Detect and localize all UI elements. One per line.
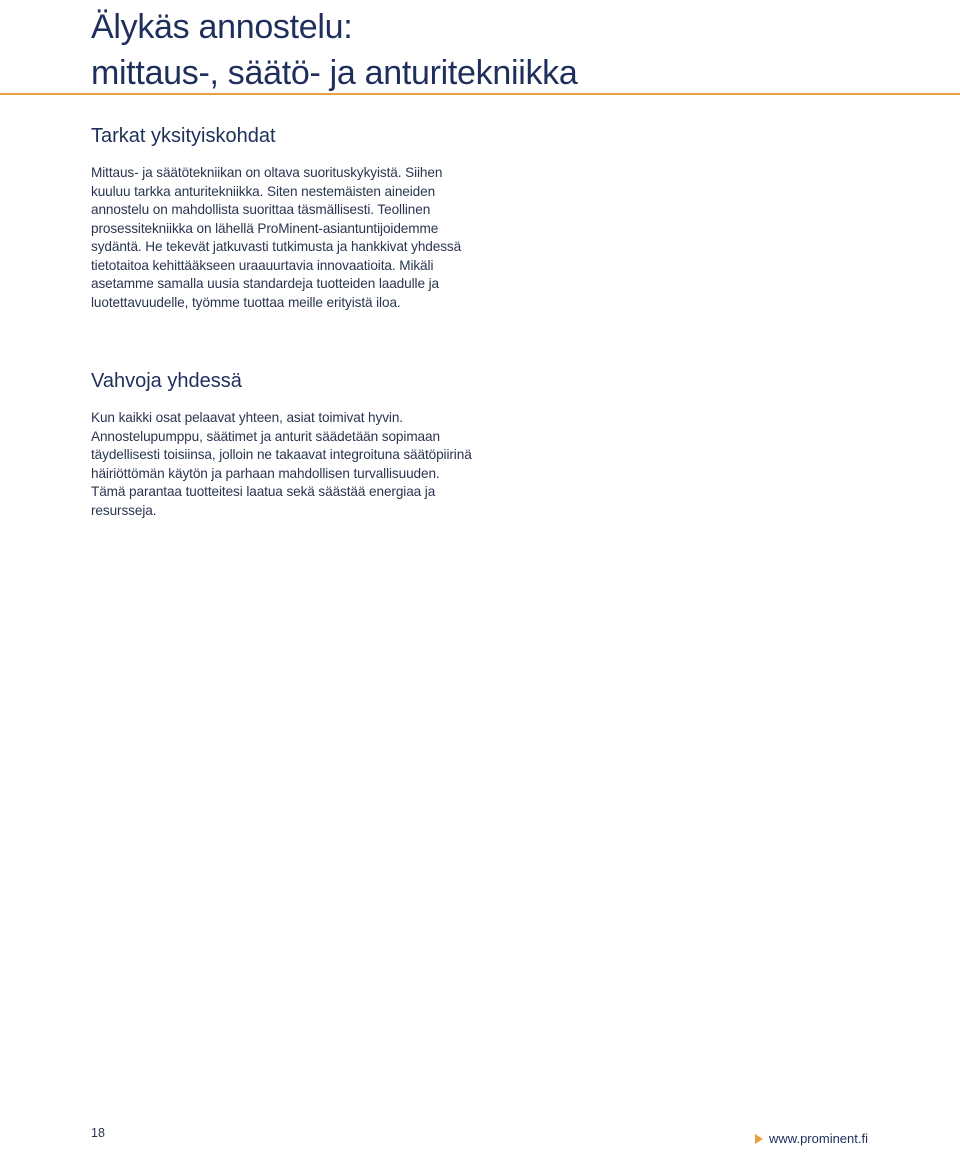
page-title-line-1: Älykäs annostelu: — [91, 8, 353, 46]
website-link-label: www.prominent.fi — [769, 1131, 868, 1146]
page-number: 18 — [91, 1126, 105, 1140]
section-tarkat-yksityiskohdat — [91, 122, 475, 312]
section-heading: Tarkat yksityiskohdat — [91, 125, 276, 147]
website-link[interactable] — [755, 1131, 868, 1146]
section-body-text: Kun kaikki osat pelaavat yhteen, asiat toimivat hyvin. Annostelupumppu, säätimet ja anturit säädetään sopimaan täydellisesti toisiinsa, jolloin ne takaavat integroituna säätöpiirinä häiriöttömän käytön ja parhaan mahdollisen turvallisuuden. Tämä parantaa tuotteitesi laatua sekä säästää energiaa ja resursseja. — [91, 410, 472, 518]
page-title — [91, 4, 931, 96]
section-vahvoja-yhdessa — [91, 367, 475, 520]
page-title-line-2: mittaus-, säätö- ja anturitekniikka — [91, 54, 578, 92]
arrow-right-icon — [755, 1134, 763, 1144]
section-body-text: Mittaus- ja säätötekniikan on oltava suorituskykyistä. Siihen kuuluu tarkka anturitekniikka. Siten nestemäisten aineiden annostelu on mahdollista suorittaa täsmällisesti. Teollinen prosessitekniikka on lähellä ProMinent-asiantuntijoidemme sydäntä. He tekevät jatkuvasti tutkimusta ja hankkivat yhdessä tietotaitoa kehittääkseen uraauurtavia innovaatioita. Mikäli asetamme samalla uusia standardeja tuotteiden laadulle ja luotettavuudelle, työmme tuottaa meille erityistä iloa. — [91, 165, 462, 310]
section-heading: Vahvoja yhdessä — [91, 370, 242, 392]
title-divider — [0, 93, 960, 95]
